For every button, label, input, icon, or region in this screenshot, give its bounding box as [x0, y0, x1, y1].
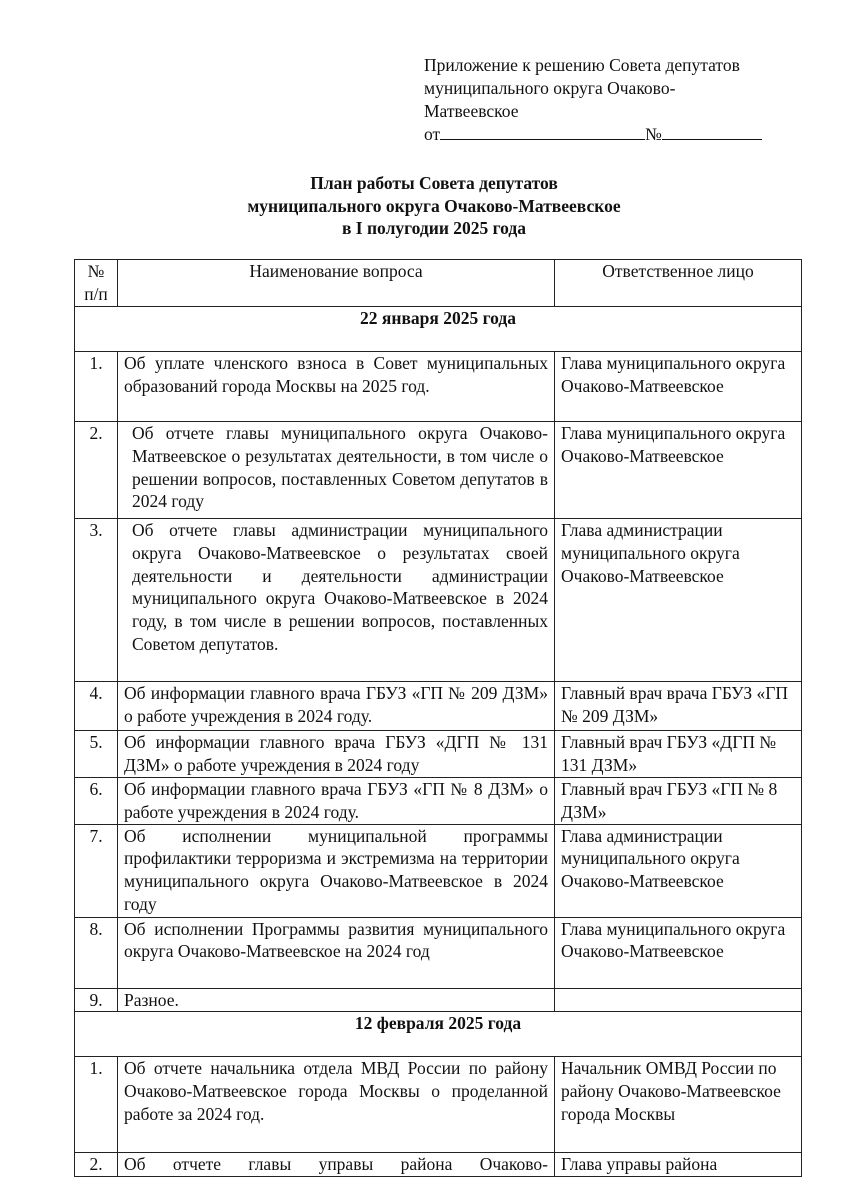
appendix-block	[424, 54, 804, 146]
appendix-line-1: Приложение к решению Совета депутатов	[424, 55, 740, 75]
appendix-line-3: Матвеевское	[424, 101, 519, 121]
row-responsible: Начальник ОМВД России по району Очаково-Матвеевское города Москвы	[555, 1057, 802, 1153]
row-num: 7.	[75, 824, 118, 917]
appendix-date-number-line	[424, 123, 804, 146]
table-row	[75, 988, 802, 1012]
row-responsible: Глава муниципального округа Очаково-Матвеевское	[555, 917, 802, 988]
table-row	[75, 1153, 802, 1177]
row-responsible: Глава управы района	[555, 1153, 802, 1177]
row-responsible: Главный врач ГБУЗ «ГП № 8 ДЗМ»	[555, 778, 802, 825]
row-num: 1.	[75, 1057, 118, 1153]
header-num: № п/п	[75, 260, 118, 307]
row-num: 3.	[75, 519, 118, 682]
table-row	[75, 1057, 802, 1153]
row-responsible	[555, 988, 802, 1012]
section-date-row	[75, 1012, 802, 1057]
row-responsible: Глава администрации муниципального округа Очаково-Матвеевское	[555, 824, 802, 917]
from-label: от	[424, 124, 441, 144]
row-responsible: Главный врач ГБУЗ «ДГП № 131 ДЗМ»	[555, 731, 802, 778]
header-subject: Наименование вопроса	[118, 260, 555, 307]
row-subject: Об уплате членского взноса в Совет муниципальных образований города Москвы на 2025 год.	[118, 352, 555, 422]
row-subject: Об отчете главы управы района Очаково-	[118, 1153, 555, 1177]
section-date-row	[75, 307, 802, 352]
section-date: 12 февраля 2025 года	[75, 1012, 802, 1057]
row-num: 1.	[75, 352, 118, 422]
table-row	[75, 519, 802, 682]
row-subject: Об информации главного врача ГБУЗ «ГП № 8 ДЗМ» о работе учреждения в 2024 году.	[118, 778, 555, 825]
date-blank-line	[440, 123, 645, 140]
row-num: 2.	[75, 1153, 118, 1177]
table-row	[75, 917, 802, 988]
row-num: 5.	[75, 731, 118, 778]
table-row	[75, 731, 802, 778]
row-responsible: Глава муниципального округа Очаково-Матвеевское	[555, 422, 802, 519]
table-row	[75, 824, 802, 917]
row-subject: Об информации главного врача ГБУЗ «ГП № 209 ДЗМ» о работе учреждения в 2024 году.	[118, 682, 555, 731]
section-date: 22 января 2025 года	[75, 307, 802, 352]
row-num: 2.	[75, 422, 118, 519]
title-line-2: муниципального округа Очаково-Матвеевское	[247, 195, 621, 216]
row-responsible: Главный врач врача ГБУЗ «ГП № 209 ДЗМ»	[555, 682, 802, 731]
number-blank-line	[662, 123, 762, 140]
row-subject: Об отчете начальника отдела МВД России по району Очаково-Матвеевское города Москвы о проделанной работе за 2024 год.	[118, 1057, 555, 1153]
row-subject: Об отчете главы муниципального округа Очаково-Матвеевское о результатах деятельности, в том числе о решении вопросов, поставленных Советом депутатов в 2024 году	[118, 422, 555, 519]
number-label: №	[645, 124, 662, 144]
table-row	[75, 778, 802, 825]
row-subject: Об исполнении Программы развития муниципального округа Очаково-Матвеевское на 2024 год	[118, 917, 555, 988]
row-subject: Разное.	[118, 988, 555, 1012]
row-subject: Об отчете главы администрации муниципального округа Очаково-Матвеевское о результатах своей деятельности и деятельности администрации муниципального округа Очаково-Матвеевское в 2024 году, в том числе в решении вопросов, поставленных Советом депутатов.	[118, 519, 555, 682]
title-line-3: в I полугодии 2025 года	[341, 218, 527, 238]
row-subject: Об информации главного врача ГБУЗ «ДГП № 131 ДЗМ» о работе учреждения в 2024 году	[118, 731, 555, 778]
plan-table	[74, 259, 802, 1177]
document-title	[0, 172, 848, 240]
row-subject: Об исполнении муниципальной программы профилактики терроризма и экстремизма на территории муниципального округа Очаково-Матвеевское в 2024 году	[118, 824, 555, 917]
table-row	[75, 682, 802, 731]
table-row	[75, 352, 802, 422]
row-num: 4.	[75, 682, 118, 731]
appendix-line-2: муниципального округа Очаково-	[424, 78, 676, 98]
table-header-row	[75, 260, 802, 307]
table-row	[75, 422, 802, 519]
row-num: 8.	[75, 917, 118, 988]
row-num: 9.	[75, 988, 118, 1012]
row-num: 6.	[75, 778, 118, 825]
title-line-1: План работы Совета депутатов	[310, 173, 558, 193]
row-responsible: Глава администрации муниципального округа Очаково-Матвеевское	[555, 519, 802, 682]
row-responsible: Глава муниципального округа Очаково-Матвеевское	[555, 352, 802, 422]
header-responsible: Ответственное лицо	[555, 260, 802, 307]
